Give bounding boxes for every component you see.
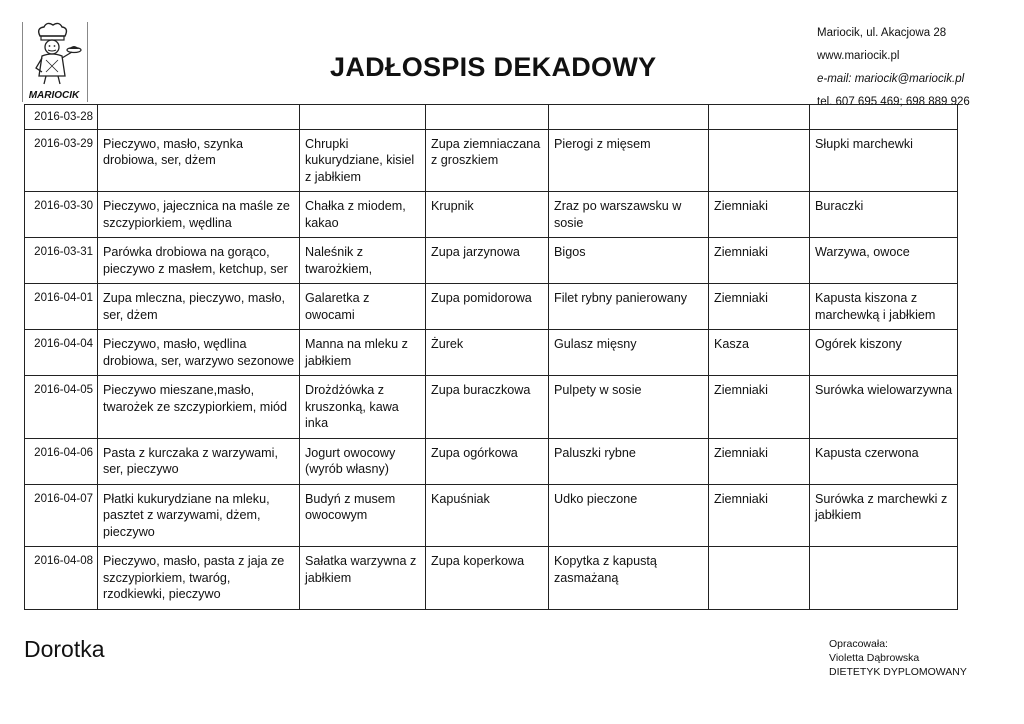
- meal-cell: [426, 105, 549, 130]
- table-row: [25, 284, 958, 330]
- meal-cell: Pieczywo, jajecznica na maśle ze szczypiorkiem, wędlina: [98, 192, 300, 238]
- meal-cell: Pasta z kurczaka z warzywami, ser, pieczywo: [98, 438, 300, 484]
- address: Mariocik, ul. Akacjowa 28: [817, 27, 947, 39]
- meal-cell: Bigos: [549, 238, 709, 284]
- author-block: [829, 637, 967, 679]
- meal-cell: [810, 547, 958, 610]
- website-link[interactable]: www.mariocik.pl: [817, 50, 900, 62]
- meal-cell: Kapusta kiszona z marchewką i jabłkiem: [810, 284, 958, 330]
- meal-cell: Pieczywo, masło, wędlina drobiowa, ser, warzywo sezonowe: [98, 330, 300, 376]
- meal-cell: Galaretka z owocami: [300, 284, 426, 330]
- meal-cell: Słupki marchewki: [810, 129, 958, 192]
- meal-cell: Gulasz mięsny: [549, 330, 709, 376]
- date-cell: 2016-04-04: [25, 330, 98, 376]
- meal-cell: Jogurt owocowy (wyrób własny): [300, 438, 426, 484]
- meal-cell: Pierogi z mięsem: [549, 129, 709, 192]
- contact-info: [817, 22, 970, 114]
- date-cell: 2016-04-08: [25, 547, 98, 610]
- meal-cell: Naleśnik z twarożkiem,: [300, 238, 426, 284]
- meal-cell: Płatki kukurydziane na mleku, pasztet z warzywami, dżem, pieczywo: [98, 484, 300, 547]
- meal-cell: Pieczywo mieszane,masło, twarożek ze szczypiorkiem, miód: [98, 376, 300, 439]
- meal-cell: Ziemniaki: [709, 438, 810, 484]
- table-row: [25, 330, 958, 376]
- meal-cell: Zupa mleczna, pieczywo, masło, ser, dżem: [98, 284, 300, 330]
- meal-cell: Zupa buraczkowa: [426, 376, 549, 439]
- meal-cell: Chrupki kukurydziane, kisiel z jabłkiem: [300, 129, 426, 192]
- meal-cell: Surówka wielowarzywna: [810, 376, 958, 439]
- table-row: [25, 238, 958, 284]
- meal-cell: Ziemniaki: [709, 284, 810, 330]
- meal-cell: Udko pieczone: [549, 484, 709, 547]
- meal-cell: [549, 105, 709, 130]
- recipient-name: Dorotka: [24, 636, 105, 662]
- meal-cell: Paluszki rybne: [549, 438, 709, 484]
- meal-cell: Warzywa, owoce: [810, 238, 958, 284]
- table-row: [25, 484, 958, 547]
- table-row: [25, 192, 958, 238]
- meal-cell: Ogórek kiszony: [810, 330, 958, 376]
- meal-cell: [709, 105, 810, 130]
- logo-border-right: [87, 22, 88, 102]
- meal-cell: Kopytka z kapustą zasmażaną: [549, 547, 709, 610]
- meal-cell: Surówka z marchewki z jabłkiem: [810, 484, 958, 547]
- meal-cell: Manna na mleku z jabłkiem: [300, 330, 426, 376]
- table-row: [25, 105, 958, 130]
- date-cell: 2016-03-30: [25, 192, 98, 238]
- table-row: [25, 376, 958, 439]
- date-cell: 2016-04-01: [25, 284, 98, 330]
- prepared-label: Opracowała:: [829, 638, 888, 650]
- meal-cell: Kapusta czerwona: [810, 438, 958, 484]
- chef-logo-icon: [22, 22, 86, 102]
- meal-cell: Krupnik: [426, 192, 549, 238]
- page-title: JADŁOSPIS DEKADOWY: [330, 52, 657, 82]
- meal-cell: [98, 105, 300, 130]
- phone: tel. 607 695 469; 698 889 926: [817, 96, 970, 108]
- meal-cell: Zraz po warszawsku w sosie: [549, 192, 709, 238]
- meal-cell: Kasza: [709, 330, 810, 376]
- meal-cell: Pieczywo, masło, pasta z jaja ze szczypiorkiem, twaróg, rzodkiewki, pieczywo: [98, 547, 300, 610]
- meal-cell: Zupa ogórkowa: [426, 438, 549, 484]
- meal-cell: Zupa koperkowa: [426, 547, 549, 610]
- meal-cell: Zupa ziemniaczana z groszkiem: [426, 129, 549, 192]
- meal-cell: Kapuśniak: [426, 484, 549, 547]
- meal-cell: Drożdżówka z kruszonką, kawa inka: [300, 376, 426, 439]
- date-cell: 2016-03-28: [25, 105, 98, 130]
- meal-cell: Chałka z miodem, kakao: [300, 192, 426, 238]
- author-name: Violetta Dąbrowska: [829, 652, 920, 664]
- table-row: [25, 129, 958, 192]
- author-title: DIETETYK DYPLOMOWANY: [829, 666, 967, 678]
- date-cell: 2016-04-05: [25, 376, 98, 439]
- meal-cell: Ziemniaki: [709, 238, 810, 284]
- meal-cell: Pieczywo, masło, szynka drobiowa, ser, dżem: [98, 129, 300, 192]
- meal-cell: Filet rybny panierowany: [549, 284, 709, 330]
- meal-cell: Ziemniaki: [709, 376, 810, 439]
- meal-cell: [300, 105, 426, 130]
- logo-text: MARIOCIK: [28, 90, 80, 101]
- meal-cell: Sałatka warzywna z jabłkiem: [300, 547, 426, 610]
- date-cell: 2016-04-07: [25, 484, 98, 547]
- menu-table: [24, 104, 958, 610]
- meal-cell: Buraczki: [810, 192, 958, 238]
- meal-cell: [709, 547, 810, 610]
- meal-cell: Żurek: [426, 330, 549, 376]
- meal-cell: Ziemniaki: [709, 192, 810, 238]
- meal-cell: [810, 105, 958, 130]
- date-cell: 2016-03-29: [25, 129, 98, 192]
- meal-cell: Zupa jarzynowa: [426, 238, 549, 284]
- meal-cell: [709, 129, 810, 192]
- date-cell: 2016-03-31: [25, 238, 98, 284]
- meal-cell: Pulpety w sosie: [549, 376, 709, 439]
- meal-cell: Parówka drobiowa na gorąco, pieczywo z masłem, ketchup, ser: [98, 238, 300, 284]
- meal-cell: Zupa pomidorowa: [426, 284, 549, 330]
- date-cell: 2016-04-06: [25, 438, 98, 484]
- email-link[interactable]: e-mail: mariocik@mariocik.pl: [817, 73, 965, 85]
- meal-cell: Ziemniaki: [709, 484, 810, 547]
- meal-cell: Budyń z musem owocowym: [300, 484, 426, 547]
- table-row: [25, 547, 958, 610]
- table-row: [25, 438, 958, 484]
